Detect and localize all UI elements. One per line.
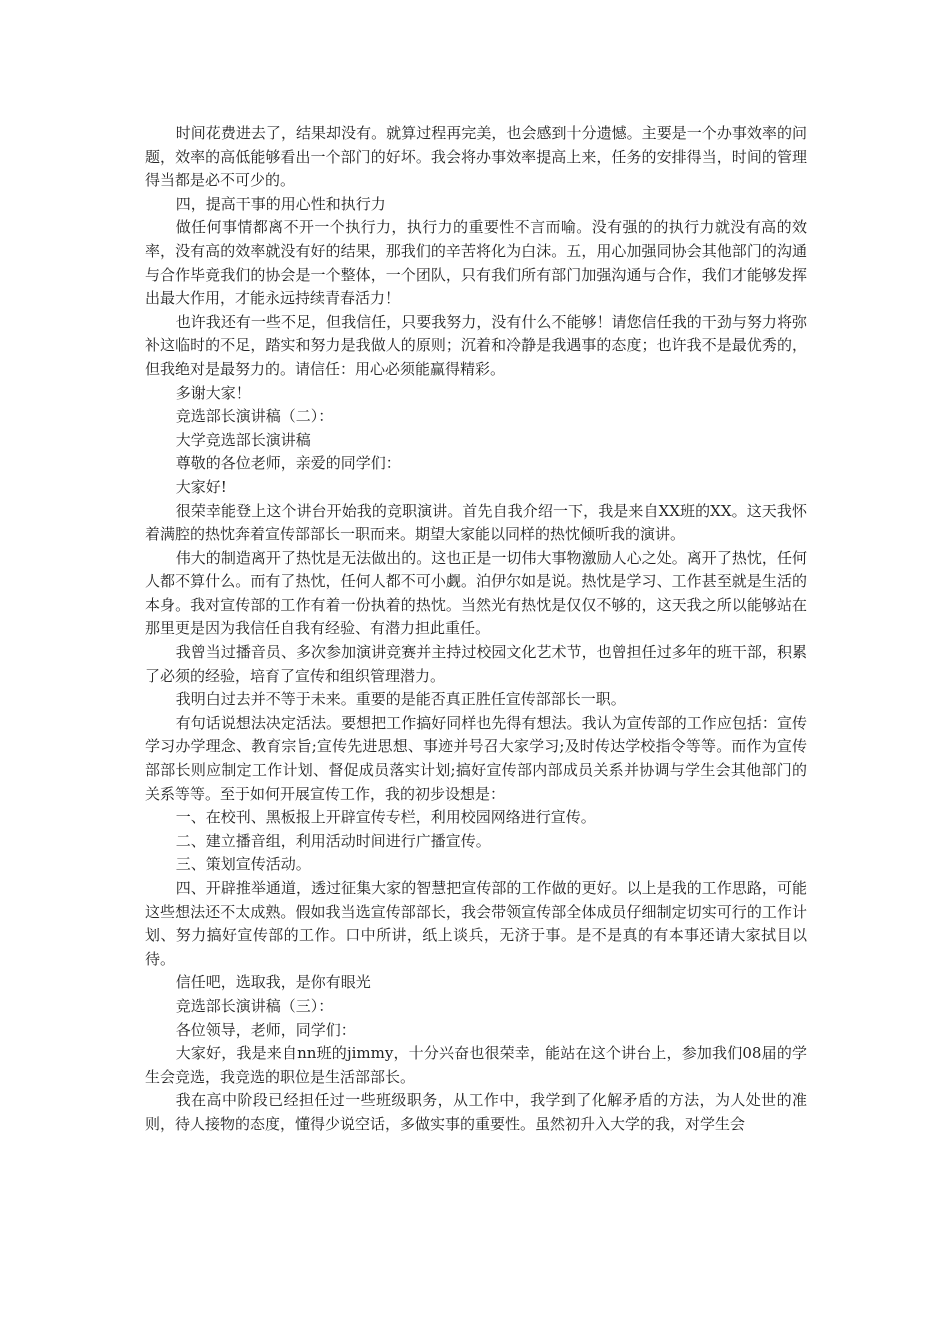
paragraph: 我曾当过播音员、多次参加演讲竞赛并主持过校园文化艺术节，也曾担任过多年的班干部，积累了必须的经验，培育了宣传和组织管理潜力。 (145, 643, 807, 685)
list-item: 一、在校刊、黑板报上开辟宣传专栏，利用校园网络进行宣传。 (175, 808, 596, 827)
paragraph: 做任何事情都离不开一个执行力，执行力的重要性不言而喻。没有强的的执行力就没有高的效率，没有高的效率就没有好的结果，那我们的辛苦将化为白沫。五，用心加强同协会其他部门的沟通与合作毕竟我们的协会是一个整体，一个团队，只有我们所有部门加强沟通与合作，我们才能够发挥出最大作用，才能永远持续青春活力！ (145, 218, 807, 308)
document-body (145, 122, 807, 1137)
paragraph: 多谢大家！ (175, 383, 251, 402)
list-item: 三、策划宣传活动。 (175, 855, 311, 874)
section-title: 竞选部长演讲稿（三）： (175, 996, 334, 1015)
paragraph: 伟大的制造离开了热忱是无法做出的。这也正是一切伟大事物激励人心之处。离开了热忱，任何人都不算什么。而有了热忱，任何人都不可小觑。泊伊尔如是说。热忱是学习、工作甚至就是生活的本身。我对宣传部的工作有着一份执着的热忱。当然光有热忱是仅仅不够的，这天我之所以能够站在那里更是因为我信任自我有经验、有潜力担此重任。 (145, 548, 807, 638)
paragraph: 时间花费进去了，结果却没有。就算过程再完美，也会感到十分遗憾。主要是一个办事效率的问题，效率的高低能够看出一个部门的好坏。我会将办事效率提高上来，任务的安排得当，时间的管理得当都是必不可少的。 (145, 124, 807, 190)
greeting: 大家好! (175, 477, 227, 496)
list-item: 四、开辟推举通道，透过征集大家的智慧把宣传部的工作做的更好。以上是我的工作思路，可能这些想法还不太成熟。假如我当选宣传部部长，我会带领宣传部全体成员仔细制定切实可行的工作计划、努力搞好宣传部的工作。口中所讲，纸上谈兵，无济于事。是不是真的有本事还请大家拭目以待。 (145, 879, 807, 968)
paragraph: 信任吧，选取我，是你有眼光 (175, 973, 371, 992)
paragraph: 很荣幸能登上这个讲台开始我的竞职演讲。首先自我介绍一下，我是来自XX班的XX。这天我怀着满腔的热忱奔着宣传部部长一职而来。期望大家能以同样的热忱倾听我的演讲。 (145, 501, 807, 544)
list-item: 二、建立播音组，利用活动时间进行广播宣传。 (175, 831, 491, 850)
speech-title: 大学竞选部长演讲稿 (175, 430, 311, 449)
salutation: 各位领导，老师，同学们： (175, 1020, 356, 1039)
paragraph: 我明白过去并不等于未来。重要的是能否真正胜任宣传部部长一职。 (175, 690, 626, 709)
paragraph: 我在高中阶段已经担任过一些班级职务，从工作中，我学到了化解矛盾的方法，为人处世的准则，待人接物的态度，懂得少说空话，多做实事的重要性。虽然初升入大学的我，对学生会 (145, 1091, 807, 1133)
paragraph: 也许我还有一些不足，但我信任，只要我努力，没有什么不能够！请您信任我的干劲与努力将弥补这临时的不足，踏实和努力是我做人的原则；沉着和冷静是我遇事的态度；也许我不是最优秀的，但我绝对是最努力的。请信任：用心必须能赢得精彩。 (145, 312, 807, 378)
salutation: 尊敬的各位老师，亲爱的同学们： (175, 454, 401, 473)
section-heading: 四，提高干事的用心性和执行力 (175, 194, 386, 213)
paragraph: 有句话说想法决定活法。要想把工作搞好同样也先得有想法。我认为宣传部的工作应包括：宣传学习办学理念、教育宗旨;宣传先进思想、事迹并号召大家学习;及时传达学校指令等等。而作为宣传部部长则应制定工作计划、督促成员落实计划;搞好宣传部内部成员关系并协调与学生会其他部门的关系等等。至于如何开展宣传工作，我的初步设想是： (145, 713, 807, 803)
section-title: 竞选部长演讲稿（二）： (175, 407, 334, 426)
paragraph: 大家好，我是来自nn班的jimmy，十分兴奋也很荣幸，能站在这个讲台上，参加我们08届的学生会竞选，我竞选的职位是生活部部长。 (145, 1044, 807, 1086)
